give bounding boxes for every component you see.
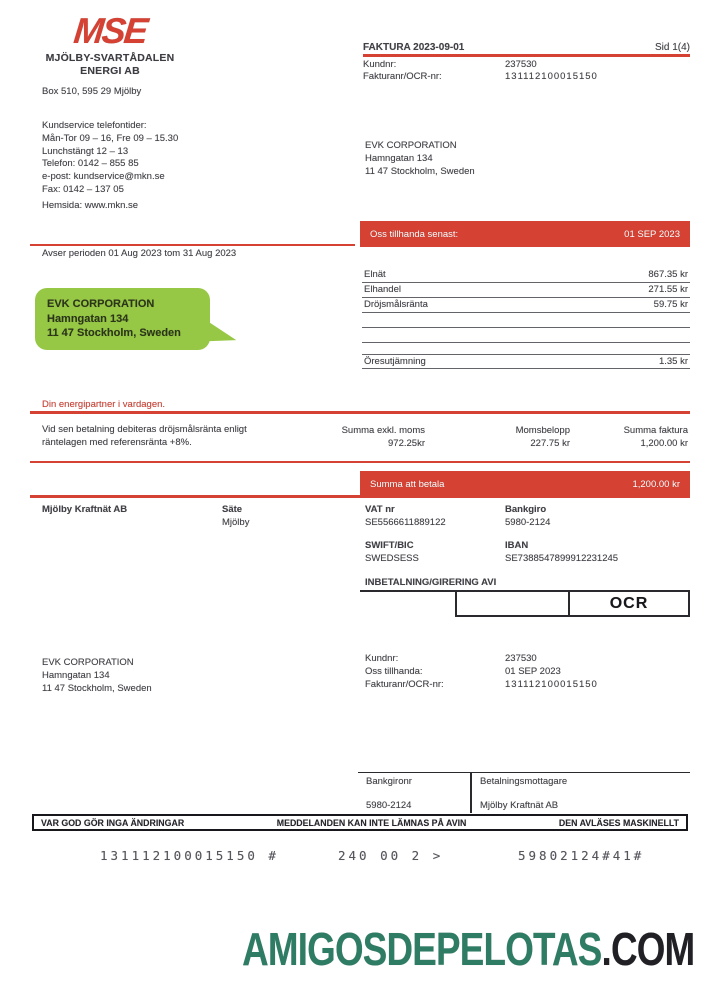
bankgiro-label: Bankgiro <box>505 504 547 515</box>
late-payment-terms <box>42 424 307 449</box>
company-logo-block <box>35 10 185 77</box>
bubble-body <box>35 288 210 350</box>
invoice-header <box>363 42 690 84</box>
charge-value: 867.35 kr <box>648 269 688 280</box>
vat-number-block <box>365 504 446 529</box>
charges-empty-row <box>362 328 690 343</box>
recipient-address-lower <box>42 656 152 695</box>
terms-line: räntelagen med referensränta +8%. <box>42 436 192 448</box>
billing-period: Avser perioden 01 Aug 2023 tom 31 Aug 2023 <box>42 248 237 259</box>
watermark-brand: AMIGOSDEPELOTAS <box>241 923 602 975</box>
amount-due-label: Summa att betala <box>370 479 445 490</box>
slip-table <box>358 772 690 813</box>
watermark-footer <box>0 922 694 976</box>
mse-logo-icon: MSE <box>71 10 149 51</box>
customer-number-label: Kundnr: <box>363 58 397 70</box>
charge-label: Elhandel <box>364 284 401 295</box>
bankgiro-value: 5980-2124 <box>505 516 551 528</box>
grid-owner-name: Mjölby Kraftnät AB <box>42 504 128 515</box>
charges-empty-row <box>362 313 690 328</box>
sate-label: Säte <box>222 504 243 515</box>
lower-kundnr-value: 237530 <box>505 653 537 664</box>
invoice-total <box>580 424 688 450</box>
charge-row <box>362 298 690 313</box>
due-date-label: Oss tillhanda senast: <box>370 228 459 240</box>
contact-line: Fax: 0142 – 137 05 <box>42 183 124 195</box>
total-excl-label: Summa exkl. moms <box>341 425 425 436</box>
company-postal-address: Box 510, 595 29 Mjölby <box>42 86 142 97</box>
lower-tillhanda-label: Oss tillhanda: <box>365 665 423 677</box>
iban-block <box>505 540 618 565</box>
total-excl-vat <box>320 424 425 450</box>
vat-number-label: VAT nr <box>365 504 395 515</box>
invoice-number-label: Fakturanr/OCR-nr: <box>363 71 442 82</box>
vat-number-value: SE5566611889122 <box>365 516 446 528</box>
slip-divider <box>470 773 472 813</box>
invoice-title: FAKTURA 2023-09-01 <box>363 42 465 53</box>
machine-notice-strip <box>32 814 688 831</box>
ocr-box-row <box>360 590 690 617</box>
invoice-total-label: Summa faktura <box>623 425 688 436</box>
slip-bankgironr-label: Bankgironr <box>366 776 412 787</box>
contact-line: Hemsida: www.mkn.se <box>42 199 139 211</box>
charge-label: Elnät <box>364 269 386 280</box>
charge-row <box>362 268 690 283</box>
charges-table <box>362 268 690 378</box>
totals-red-rule <box>30 461 690 463</box>
bubble-name: EVK CORPORATION <box>47 298 155 310</box>
contact-line: e-post: kundservice@mkn.se <box>42 171 165 183</box>
slip-mottagare-value: Mjölby Kraftnät AB <box>480 800 559 811</box>
contact-line: Lunchstängt 12 – 13 <box>42 145 129 157</box>
charge-value: 271.55 kr <box>648 284 688 295</box>
ocr-cell <box>570 592 690 617</box>
sate-block <box>222 504 249 529</box>
ocr-code-right: 59802124#41# <box>518 848 645 863</box>
recipient-name: EVK CORPORATION <box>42 657 134 668</box>
customer-service-block <box>42 120 178 213</box>
swift-block <box>365 540 419 565</box>
giro-heading: INBETALNING/GIRERING AVI <box>365 577 497 588</box>
lower-fakturanr-label: Fakturanr/OCR-nr: <box>365 678 444 690</box>
recipient-name: EVK CORPORATION <box>365 140 457 151</box>
sate-value: Mjölby <box>222 516 250 528</box>
iban-label: IBAN <box>505 540 529 551</box>
recipient-address-top <box>365 139 475 178</box>
contact-line: Mån-Tor 09 – 16, Fre 09 – 15.30 <box>42 132 179 144</box>
due-date-bar <box>360 221 690 247</box>
due-date-value: 01 SEP 2023 <box>624 228 680 240</box>
recipient-city: 11 47 Stockholm, Sweden <box>42 683 152 694</box>
page-number: Sid 1(4) <box>654 42 690 53</box>
tagline-red-rule <box>30 411 690 414</box>
vat-amount <box>475 424 570 450</box>
customer-number-value: 237530 <box>505 58 537 70</box>
recipient-city: 11 47 Stockholm, Sweden <box>365 166 475 177</box>
lower-tillhanda-value: 01 SEP 2023 <box>505 665 561 677</box>
notice-segment: DEN AVLÄSES MASKINELLT <box>558 817 679 828</box>
recipient-street: Hamngatan 134 <box>365 153 433 164</box>
slip-bankgironr-value: 5980-2124 <box>366 800 412 811</box>
ocr-code-mid: 240 00 2 > <box>338 848 444 863</box>
charge-row <box>362 283 690 298</box>
bubble-street: Hamngatan 134 <box>47 312 129 325</box>
ocr-spacer-cell <box>360 592 455 617</box>
terms-line: Vid sen betalning debiteras dröjsmålsränta enligt <box>42 424 247 435</box>
swift-value: SWEDSESS <box>365 552 419 564</box>
period-red-rule <box>30 244 355 246</box>
bankgiro-block <box>505 504 550 529</box>
lower-kundnr-label: Kundnr: <box>365 653 399 664</box>
watermark-tld: .COM <box>601 923 694 975</box>
vat-label: Momsbelopp <box>515 425 570 436</box>
invoice-total-value: 1,200.00 kr <box>640 438 688 449</box>
amount-due-value: 1,200.00 kr <box>632 479 680 490</box>
charge-label: Dröjsmålsränta <box>364 299 428 310</box>
left-red-rule <box>30 495 362 498</box>
iban-value: SE7388547899912231245 <box>505 552 619 564</box>
invoice-number-value: 131112100015150 <box>505 71 598 82</box>
notice-segment: VAR GOD GÖR INGA ÄNDRINGAR <box>41 817 185 828</box>
vat-value: 227.75 kr <box>530 438 570 449</box>
slip-mottagare-label: Betalningsmottagare <box>480 776 568 787</box>
recipient-street: Hamngatan 134 <box>42 670 110 681</box>
header-red-rule <box>363 54 690 57</box>
notice-segment: MEDDELANDEN KAN INTE LÄMNAS PÅ AVIN <box>276 817 467 828</box>
adjustment-value: 1.35 kr <box>658 356 688 367</box>
lower-fakturanr-value: 131112100015150 <box>505 678 598 690</box>
adjustment-label: Öresutjämning <box>364 356 426 367</box>
ocr-code-left: 131112100015150 # <box>100 848 279 863</box>
total-excl-value: 972.25kr <box>388 438 425 449</box>
amount-due-bar <box>360 471 690 498</box>
lower-meta-block <box>365 653 690 691</box>
adjustment-row <box>362 354 690 369</box>
recipient-bubble <box>35 288 210 350</box>
contact-line: Telefon: 0142 – 855 85 <box>42 158 139 170</box>
bubble-city: 11 47 Stockholm, Sweden <box>47 327 181 339</box>
charge-value: 59.75 kr <box>653 299 688 310</box>
swift-label: SWIFT/BIC <box>365 540 414 551</box>
tagline: Din energipartner i vardagen. <box>42 399 166 410</box>
contact-line: Kundservice telefontider: <box>42 120 147 131</box>
ocr-empty-cell <box>455 592 570 617</box>
company-name-line2: ENERGI AB <box>80 64 140 77</box>
ocr-label: OCR <box>609 594 649 612</box>
company-name-line1: MJÖLBY-SVARTÅDALEN <box>45 52 175 64</box>
